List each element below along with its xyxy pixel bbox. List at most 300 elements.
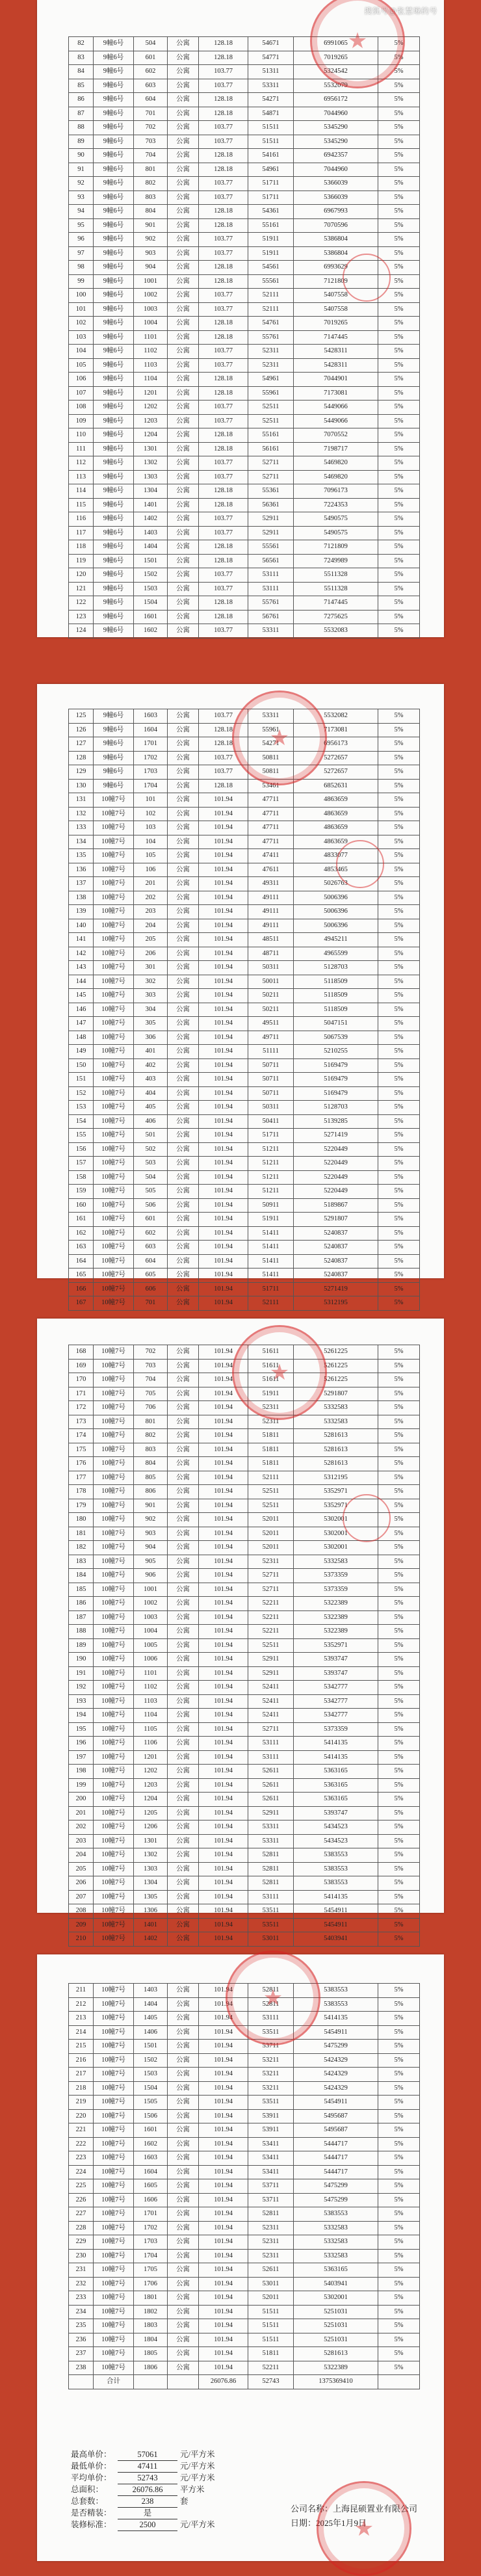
table-cell: 238 bbox=[69, 2361, 94, 2375]
table-cell: 10幢7号 bbox=[94, 1918, 134, 1932]
table-cell: 9幢6号 bbox=[94, 484, 134, 499]
table-cell: 10幢7号 bbox=[94, 1471, 134, 1485]
table-cell: 101.94 bbox=[199, 1984, 248, 1998]
table-cell: 公寓 bbox=[168, 1499, 199, 1513]
table-row bbox=[69, 1997, 420, 2012]
table-cell: 94 bbox=[69, 205, 94, 219]
table-cell: 216 bbox=[69, 2053, 94, 2068]
table-row bbox=[69, 751, 420, 765]
table-cell: 51911 bbox=[248, 1387, 294, 1401]
table-row bbox=[69, 498, 420, 512]
table-cell: 公寓 bbox=[168, 386, 199, 401]
table-cell: 602 bbox=[134, 65, 168, 79]
table-cell: 171 bbox=[69, 1387, 94, 1401]
table-row bbox=[69, 919, 420, 933]
table-cell: 51811 bbox=[248, 1443, 294, 1457]
table-cell: 224 bbox=[69, 2165, 94, 2179]
table-row bbox=[69, 1694, 420, 1709]
table-cell: 1402 bbox=[134, 512, 168, 527]
table-cell: 108 bbox=[69, 401, 94, 415]
table-cell: 1604 bbox=[134, 723, 168, 737]
table-cell: 129 bbox=[69, 765, 94, 780]
table-cell: 6956172 bbox=[294, 93, 378, 107]
table-cell: 9幢6号 bbox=[94, 233, 134, 247]
table-cell: 5% bbox=[378, 1904, 420, 1919]
table-cell: 5% bbox=[378, 79, 420, 93]
table-cell: 603 bbox=[134, 1241, 168, 1255]
table-cell: 公寓 bbox=[168, 905, 199, 919]
table-cell: 103 bbox=[69, 330, 94, 345]
table-cell: 101.94 bbox=[199, 2025, 248, 2040]
table-cell: 52711 bbox=[248, 470, 294, 484]
table-cell: 公寓 bbox=[168, 2179, 199, 2194]
table-cell: 公寓 bbox=[168, 1625, 199, 1639]
table-cell: 5% bbox=[378, 1499, 420, 1513]
table-cell: 103.77 bbox=[199, 624, 248, 638]
table-cell: 103.77 bbox=[199, 233, 248, 247]
table-row bbox=[69, 821, 420, 835]
table-cell: 5% bbox=[378, 65, 420, 79]
table-cell: 53511 bbox=[248, 1904, 294, 1919]
table-cell: 806 bbox=[134, 1485, 168, 1499]
table-cell: 5% bbox=[378, 373, 420, 387]
document-page-4 bbox=[37, 1954, 444, 2561]
table-cell: 901 bbox=[134, 218, 168, 233]
table-cell: 10幢7号 bbox=[94, 2040, 134, 2054]
table-cell: 1504 bbox=[134, 596, 168, 611]
table-cell: 9幢6号 bbox=[94, 135, 134, 149]
table-cell: 113 bbox=[69, 470, 94, 484]
table-cell: 5312195 bbox=[294, 1296, 378, 1311]
table-cell: 5% bbox=[378, 2025, 420, 2040]
table-cell: 5% bbox=[378, 1653, 420, 1667]
table-cell: 178 bbox=[69, 1485, 94, 1499]
table-cell: 10幢7号 bbox=[94, 989, 134, 1003]
table-cell: 5322389 bbox=[294, 2361, 378, 2375]
table-row bbox=[69, 1226, 420, 1241]
table-cell: 101.94 bbox=[199, 1750, 248, 1765]
table-row bbox=[69, 1213, 420, 1227]
table-cell: 193 bbox=[69, 1694, 94, 1709]
table-cell: 5291807 bbox=[294, 1387, 378, 1401]
table-cell: 52311 bbox=[248, 1401, 294, 1415]
table-row bbox=[69, 975, 420, 989]
table-cell: 5% bbox=[378, 1114, 420, 1129]
table-cell: 5% bbox=[378, 751, 420, 765]
table-cell: 1203 bbox=[134, 414, 168, 428]
table-row bbox=[69, 793, 420, 808]
table-cell: 5383553 bbox=[294, 2207, 378, 2222]
table-cell: 5% bbox=[378, 1876, 420, 1891]
table-cell: 6993629 bbox=[294, 261, 378, 275]
table-cell: 公寓 bbox=[168, 1213, 199, 1227]
table-cell: 公寓 bbox=[168, 2361, 199, 2375]
table-cell: 103.77 bbox=[199, 65, 248, 79]
table-cell: 10幢7号 bbox=[94, 1890, 134, 1904]
document-page-1 bbox=[37, 0, 444, 637]
table-cell: 1403 bbox=[134, 1984, 168, 1998]
table-cell: 53411 bbox=[248, 2165, 294, 2179]
table-cell: 5% bbox=[378, 1750, 420, 1765]
table-cell: 公寓 bbox=[168, 37, 199, 51]
table-cell: 53411 bbox=[248, 2151, 294, 2166]
table-row bbox=[69, 2263, 420, 2278]
document-page-3 bbox=[37, 1319, 444, 1942]
table-cell: 1203 bbox=[134, 1778, 168, 1793]
table-row bbox=[69, 1359, 420, 1373]
table-cell: 公寓 bbox=[168, 1541, 199, 1555]
table-cell: 52811 bbox=[248, 1984, 294, 1998]
table-cell: 10幢7号 bbox=[94, 933, 134, 947]
table-cell: 5% bbox=[378, 1213, 420, 1227]
table-cell: 1206 bbox=[134, 1820, 168, 1835]
table-cell: 52511 bbox=[248, 1485, 294, 1499]
table-cell: 9幢6号 bbox=[94, 401, 134, 415]
table-cell: 5% bbox=[378, 1638, 420, 1653]
table-row bbox=[69, 1031, 420, 1045]
table-cell: 5% bbox=[378, 428, 420, 443]
table-cell: 10幢7号 bbox=[94, 891, 134, 905]
table-cell: 5% bbox=[378, 1058, 420, 1073]
table-cell: 602 bbox=[134, 1226, 168, 1241]
table-cell: 5067539 bbox=[294, 1031, 378, 1045]
table-cell: 152 bbox=[69, 1086, 94, 1101]
table-cell: 51311 bbox=[248, 65, 294, 79]
table-cell: 52311 bbox=[248, 2249, 294, 2263]
table-cell: 53211 bbox=[248, 2068, 294, 2082]
table-cell: 101.94 bbox=[199, 2207, 248, 2222]
table-cell: 201 bbox=[69, 1806, 94, 1820]
table-cell: 204 bbox=[69, 1848, 94, 1863]
table-cell: 103 bbox=[134, 821, 168, 835]
table-cell: 1502 bbox=[134, 2053, 168, 2068]
table-cell: 101.94 bbox=[199, 2123, 248, 2138]
table-row bbox=[69, 765, 420, 780]
table-cell: 225 bbox=[69, 2179, 94, 2194]
table-cell: 605 bbox=[134, 1268, 168, 1283]
table-cell: 公寓 bbox=[168, 709, 199, 724]
table-row bbox=[69, 1653, 420, 1667]
table-cell: 51211 bbox=[248, 1170, 294, 1185]
table-cell: 10幢7号 bbox=[94, 1793, 134, 1807]
table-cell: 公寓 bbox=[168, 1793, 199, 1807]
table-cell: 1404 bbox=[134, 540, 168, 555]
table-cell: 公寓 bbox=[168, 2109, 199, 2123]
table-cell: 5% bbox=[378, 107, 420, 121]
date-label: 日期： bbox=[291, 2518, 317, 2528]
table-cell: 49111 bbox=[248, 905, 294, 919]
table-row bbox=[69, 933, 420, 947]
table-cell: 公寓 bbox=[168, 919, 199, 933]
table-cell: 5363165 bbox=[294, 1765, 378, 1779]
table-cell: 5352971 bbox=[294, 1638, 378, 1653]
table-row bbox=[69, 345, 420, 359]
table-cell: 10幢7号 bbox=[94, 2123, 134, 2138]
table-cell: 5% bbox=[378, 2249, 420, 2263]
table-cell: 92 bbox=[69, 177, 94, 191]
table-cell: 1701 bbox=[134, 2207, 168, 2222]
table-row bbox=[69, 1241, 420, 1255]
table-cell: 201 bbox=[134, 877, 168, 891]
table-cell: 101.94 bbox=[199, 1638, 248, 1653]
table-cell: 5% bbox=[378, 1778, 420, 1793]
table-cell: 101.94 bbox=[199, 1101, 248, 1115]
table-cell: 128.18 bbox=[199, 205, 248, 219]
table-cell: 5% bbox=[378, 1254, 420, 1268]
table-row bbox=[69, 2193, 420, 2207]
table-cell: 52911 bbox=[248, 1806, 294, 1820]
table-row bbox=[69, 947, 420, 961]
table-cell: 公寓 bbox=[168, 540, 199, 555]
table-row bbox=[69, 737, 420, 752]
table-cell: 188 bbox=[69, 1625, 94, 1639]
table-cell: 5% bbox=[378, 2221, 420, 2235]
table-cell: 1401 bbox=[134, 498, 168, 512]
table-cell: 1806 bbox=[134, 2361, 168, 2375]
table-cell: 128.18 bbox=[199, 554, 248, 568]
table-cell: 52211 bbox=[248, 2361, 294, 2375]
table-cell: 1702 bbox=[134, 2221, 168, 2235]
table-cell: 10幢7号 bbox=[94, 2235, 134, 2250]
table-cell: 公寓 bbox=[168, 512, 199, 527]
table-cell: 公寓 bbox=[168, 610, 199, 624]
table-cell: 5169479 bbox=[294, 1086, 378, 1101]
table-cell: 公寓 bbox=[168, 246, 199, 261]
table-cell: 53911 bbox=[248, 2123, 294, 2138]
table-cell: 10幢7号 bbox=[94, 1765, 134, 1779]
table-cell: 1606 bbox=[134, 2193, 168, 2207]
table-cell: 5366039 bbox=[294, 191, 378, 205]
table-cell: 公寓 bbox=[168, 428, 199, 443]
table-row bbox=[69, 2179, 420, 2194]
table-cell: 5% bbox=[378, 414, 420, 428]
table-cell: 5128703 bbox=[294, 1101, 378, 1115]
table-cell: 公寓 bbox=[168, 1984, 199, 1998]
table-cell: 公寓 bbox=[168, 51, 199, 65]
table-cell: 9幢6号 bbox=[94, 373, 134, 387]
table-cell: 10幢7号 bbox=[94, 2207, 134, 2222]
table-cell: 5352971 bbox=[294, 1499, 378, 1513]
table-row bbox=[69, 386, 420, 401]
table-cell: 101.94 bbox=[199, 1129, 248, 1143]
table-cell: 53111 bbox=[248, 1890, 294, 1904]
table-cell: 10幢7号 bbox=[94, 1485, 134, 1499]
table-cell: 51211 bbox=[248, 1157, 294, 1171]
table-cell: 141 bbox=[69, 933, 94, 947]
table-cell: 公寓 bbox=[168, 1681, 199, 1695]
table-cell: 103.77 bbox=[199, 751, 248, 765]
table-cell: 52211 bbox=[248, 1597, 294, 1611]
table-row bbox=[69, 905, 420, 919]
table-cell: 50911 bbox=[248, 1198, 294, 1213]
table-cell: 5189867 bbox=[294, 1198, 378, 1213]
table-cell: 51611 bbox=[248, 1359, 294, 1373]
table-cell: 5169479 bbox=[294, 1058, 378, 1073]
table-cell: 9幢6号 bbox=[94, 456, 134, 471]
table-row bbox=[69, 1401, 420, 1415]
table-cell: 101.94 bbox=[199, 2012, 248, 2026]
table-row bbox=[69, 414, 420, 428]
table-cell: 5% bbox=[378, 1820, 420, 1835]
table-cell: 170 bbox=[69, 1373, 94, 1387]
table-cell: 10幢7号 bbox=[94, 1045, 134, 1059]
table-cell: 101.94 bbox=[199, 1793, 248, 1807]
table-cell: 5449066 bbox=[294, 414, 378, 428]
table-cell: 52311 bbox=[248, 2235, 294, 2250]
table-cell: 47411 bbox=[248, 849, 294, 863]
table-cell: 5% bbox=[378, 1918, 420, 1932]
table-cell: 158 bbox=[69, 1170, 94, 1185]
table-cell: 184 bbox=[69, 1569, 94, 1583]
table-cell: 公寓 bbox=[168, 484, 199, 499]
table-cell: 53111 bbox=[248, 582, 294, 596]
table-cell: 50811 bbox=[248, 751, 294, 765]
table-cell: 128.18 bbox=[199, 149, 248, 163]
table-row bbox=[69, 1932, 420, 1947]
table-cell: 101.94 bbox=[199, 1997, 248, 2012]
table-cell: 7070596 bbox=[294, 218, 378, 233]
table-cell: 55161 bbox=[248, 428, 294, 443]
table-cell: 公寓 bbox=[168, 2277, 199, 2291]
table-row bbox=[69, 1045, 420, 1059]
table-cell: 5407558 bbox=[294, 289, 378, 303]
table-cell: 10幢7号 bbox=[94, 2193, 134, 2207]
table-cell: 706 bbox=[134, 1401, 168, 1415]
table-cell: 101.94 bbox=[199, 2096, 248, 2110]
table-cell: 49111 bbox=[248, 891, 294, 905]
table-cell: 101.94 bbox=[199, 1282, 248, 1296]
table-cell: 101.94 bbox=[199, 1268, 248, 1283]
table-cell: 5% bbox=[378, 975, 420, 989]
table-cell: 160 bbox=[69, 1198, 94, 1213]
table-cell: 5% bbox=[378, 1625, 420, 1639]
table-cell: 101.94 bbox=[199, 1806, 248, 1820]
table-cell: 5% bbox=[378, 330, 420, 345]
table-cell: 128.18 bbox=[199, 51, 248, 65]
table-cell: 10幢7号 bbox=[94, 1876, 134, 1891]
table-cell: 10幢7号 bbox=[94, 2333, 134, 2347]
table-row bbox=[69, 723, 420, 737]
table-cell: 128.18 bbox=[199, 218, 248, 233]
table-cell: 5240837 bbox=[294, 1226, 378, 1241]
table-cell: 52811 bbox=[248, 2207, 294, 2222]
table-cell: 134 bbox=[69, 835, 94, 849]
table-cell: 54561 bbox=[248, 261, 294, 275]
table-cell: 公寓 bbox=[168, 1142, 199, 1157]
table-cell: 5% bbox=[378, 1513, 420, 1527]
table-cell: 10幢7号 bbox=[94, 2277, 134, 2291]
table-cell: 7121809 bbox=[294, 274, 378, 289]
table-cell: 公寓 bbox=[168, 121, 199, 135]
table-cell: 131 bbox=[69, 793, 94, 808]
table-cell: 9幢6号 bbox=[94, 107, 134, 121]
table-cell: 9幢6号 bbox=[94, 289, 134, 303]
table-cell: 54161 bbox=[248, 149, 294, 163]
table-cell bbox=[168, 2375, 199, 2389]
table-cell: 229 bbox=[69, 2235, 94, 2250]
table-row bbox=[69, 1129, 420, 1143]
table-row bbox=[69, 1709, 420, 1723]
table-cell: 237 bbox=[69, 2347, 94, 2361]
table-cell: 5386804 bbox=[294, 233, 378, 247]
table-cell: 53311 bbox=[248, 79, 294, 93]
table-cell: 47711 bbox=[248, 835, 294, 849]
table-cell: 公寓 bbox=[168, 821, 199, 835]
table-cell: 5% bbox=[378, 1583, 420, 1597]
table-cell: 1804 bbox=[134, 2333, 168, 2347]
table-cell: 101.94 bbox=[199, 961, 248, 975]
table-cell: 148 bbox=[69, 1031, 94, 1045]
table-cell: 5240837 bbox=[294, 1241, 378, 1255]
table-cell: 130 bbox=[69, 779, 94, 793]
table-cell: 5% bbox=[378, 737, 420, 752]
table-cell: 209 bbox=[69, 1918, 94, 1932]
table-cell: 公寓 bbox=[168, 261, 199, 275]
table-cell: 101.94 bbox=[199, 1185, 248, 1199]
table-cell: 5532083 bbox=[294, 624, 378, 638]
table-row bbox=[69, 149, 420, 163]
table-cell: 183 bbox=[69, 1555, 94, 1569]
table-cell: 5% bbox=[378, 2179, 420, 2194]
table-cell: 101.94 bbox=[199, 2040, 248, 2054]
table-cell: 52911 bbox=[248, 1666, 294, 1681]
table-cell: 10幢7号 bbox=[94, 975, 134, 989]
table-row bbox=[69, 177, 420, 191]
table-cell: 50311 bbox=[248, 961, 294, 975]
table-cell: 128.18 bbox=[199, 163, 248, 177]
table-cell: 1601 bbox=[134, 2123, 168, 2138]
table-cell: 5281613 bbox=[294, 1457, 378, 1471]
table-row bbox=[69, 1834, 420, 1848]
table-cell: 5% bbox=[378, 1045, 420, 1059]
table-row bbox=[69, 1296, 420, 1311]
table-cell: 5271419 bbox=[294, 1282, 378, 1296]
table-cell: 5281613 bbox=[294, 1429, 378, 1443]
table-cell: 1603 bbox=[134, 2151, 168, 2166]
table-cell: 191 bbox=[69, 1666, 94, 1681]
table-cell: 87 bbox=[69, 107, 94, 121]
table-cell: 95 bbox=[69, 218, 94, 233]
table-cell: 5% bbox=[378, 1681, 420, 1695]
table-cell: 10幢7号 bbox=[94, 1694, 134, 1709]
table-cell: 5403941 bbox=[294, 1932, 378, 1947]
table-cell: 5% bbox=[378, 1765, 420, 1779]
table-cell: 53911 bbox=[248, 2109, 294, 2123]
table-cell: 101.94 bbox=[199, 1415, 248, 1429]
table-cell: 101.94 bbox=[199, 2361, 248, 2375]
table-cell: 5342777 bbox=[294, 1681, 378, 1695]
table-row bbox=[69, 2123, 420, 2138]
table-cell: 137 bbox=[69, 877, 94, 891]
table-row bbox=[69, 1984, 420, 1998]
table-cell: 4945211 bbox=[294, 933, 378, 947]
table-cell: 5302001 bbox=[294, 2291, 378, 2306]
table-cell: 128.18 bbox=[199, 723, 248, 737]
table-cell: 公寓 bbox=[168, 1997, 199, 2012]
table-cell: 128.18 bbox=[199, 373, 248, 387]
table-cell: 5% bbox=[378, 289, 420, 303]
table-cell: 51811 bbox=[248, 2347, 294, 2361]
table-cell: 5% bbox=[378, 1170, 420, 1185]
table-cell: 1201 bbox=[134, 1750, 168, 1765]
table-cell: 公寓 bbox=[168, 498, 199, 512]
table-cell: 9幢6号 bbox=[94, 526, 134, 540]
table-cell: 52511 bbox=[248, 1499, 294, 1513]
table-cell: 194 bbox=[69, 1709, 94, 1723]
table-cell: 127 bbox=[69, 737, 94, 752]
table-cell: 102 bbox=[69, 317, 94, 331]
table-row bbox=[69, 1268, 420, 1283]
